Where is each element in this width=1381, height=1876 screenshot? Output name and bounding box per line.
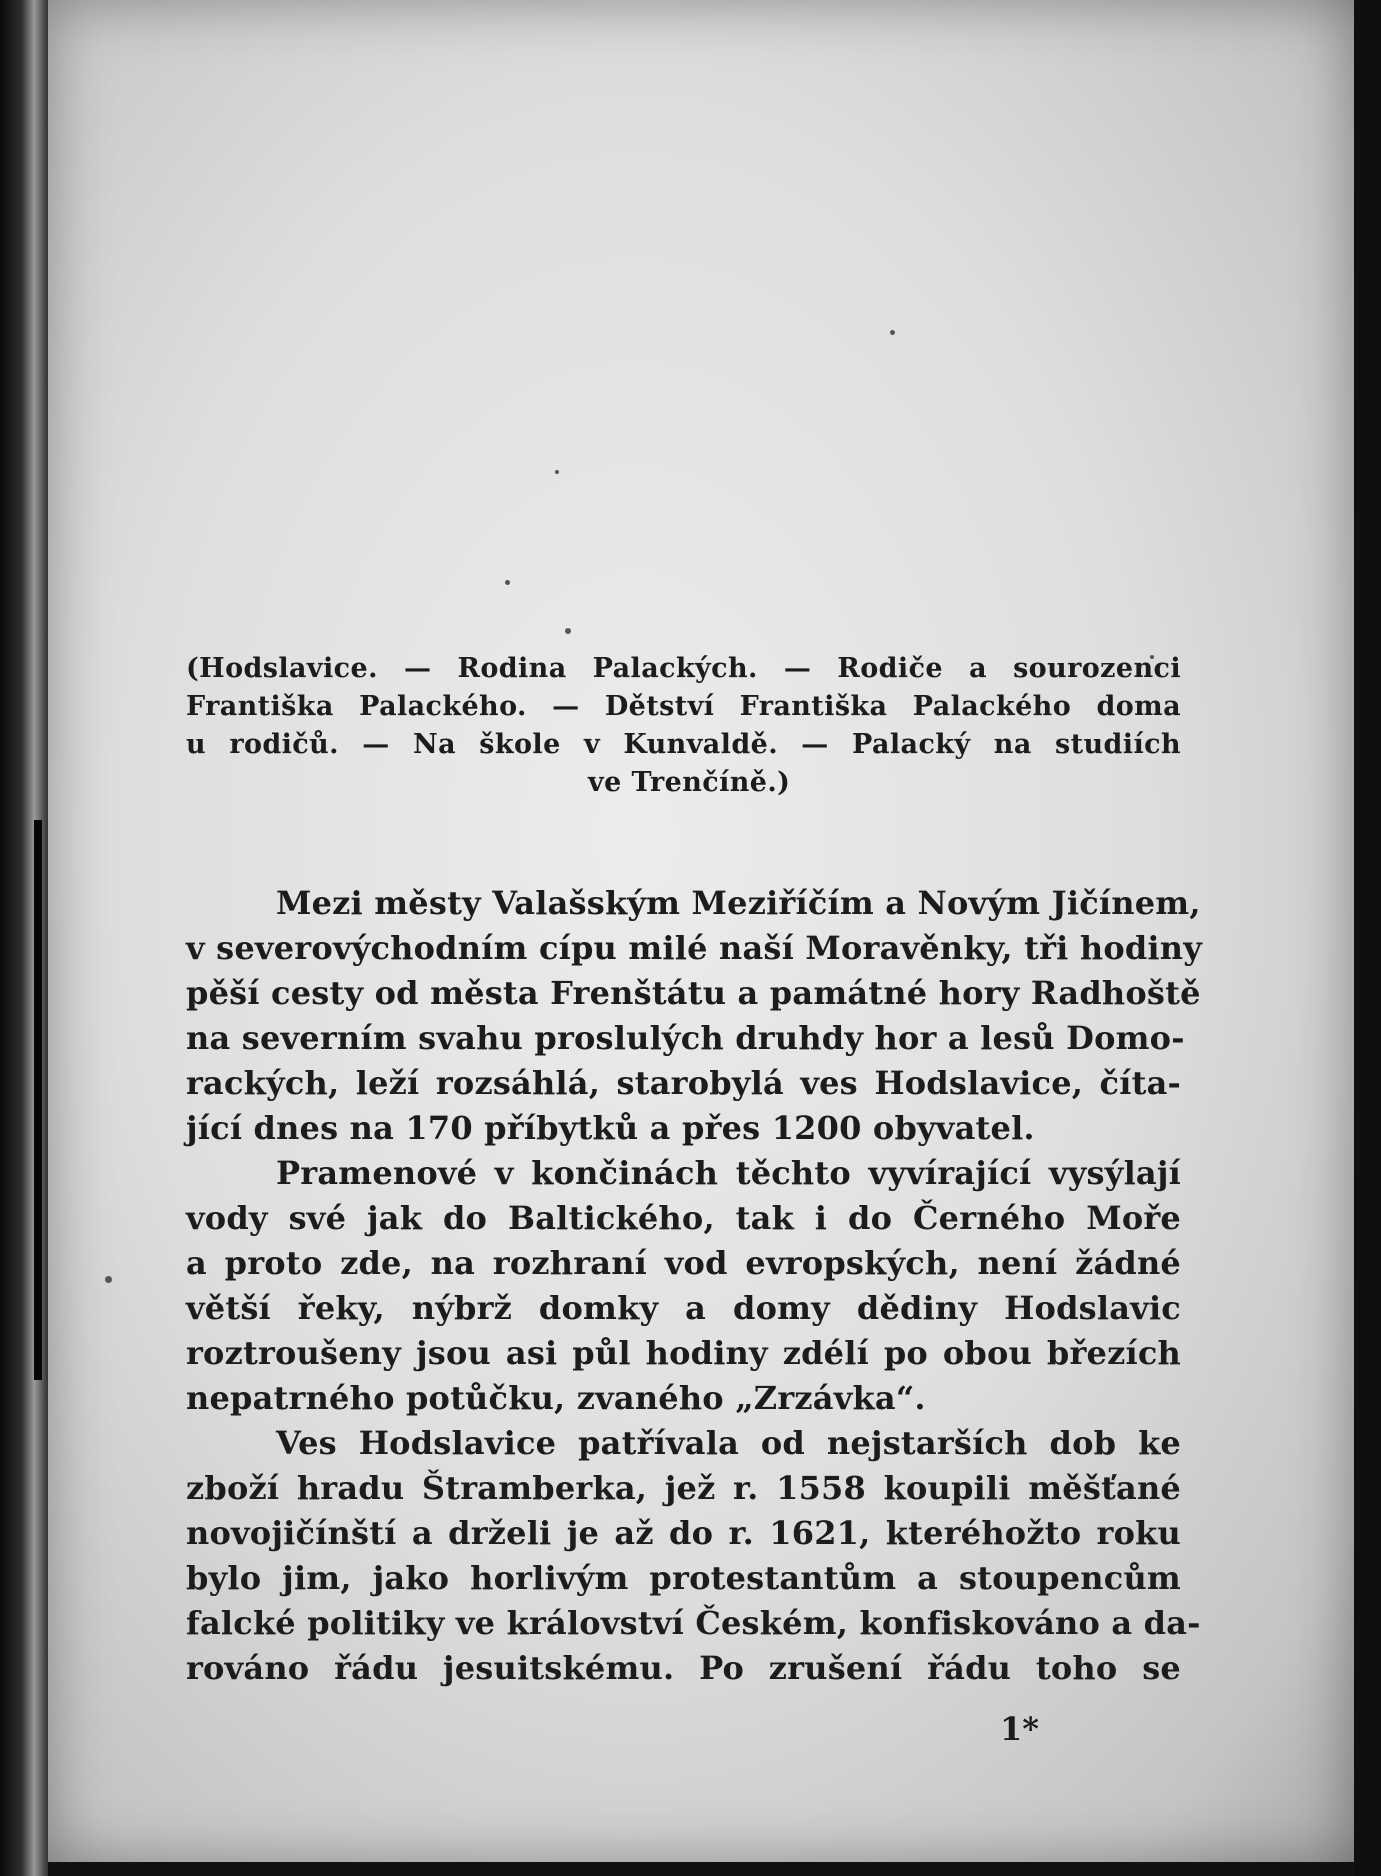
summary-line: Františka Palackého. — Dětství Františka Palackého doma — [186, 691, 1181, 722]
body-line: Pramenové v končinách těchto vyvírající vysýlají — [276, 1154, 1181, 1192]
book-spine-shadow — [34, 820, 42, 1380]
body-line: novojičínští a drželi je až do r. 1621, kteréhožto roku — [186, 1514, 1181, 1552]
summary-line: (Hodslavice. — Rodina Palackých. — Rodiče a sourozenci — [186, 653, 1181, 684]
body-line: Ves Hodslavice patřívala od nejstarších dob ke — [276, 1424, 1181, 1462]
body-line: bylo jim, jako horlivým protestantům a stoupencům — [186, 1559, 1181, 1597]
body-line: pěší cesty od města Frenštátu a památné hory Radhoště — [186, 974, 1201, 1012]
body-line: v severovýchodním cípu milé naší Moravěnky, tři hodiny — [186, 929, 1203, 967]
body-line: větší řeky, nýbrž domky a domy dědiny Hodslavic — [186, 1289, 1181, 1327]
body-line: vody své jak do Baltického, tak i do Černého Moře — [186, 1199, 1181, 1237]
dust-speck — [105, 1276, 112, 1283]
dust-speck — [555, 470, 559, 474]
summary-line: u rodičů. — Na škole v Kunvaldě. — Palacký na studiích — [186, 729, 1181, 760]
signature-mark: 1* — [1000, 1710, 1039, 1748]
body-line: Mezi městy Valašským Meziříčím a Novým Jičínem, — [276, 884, 1201, 922]
dust-speck — [565, 628, 571, 634]
body-line: jící dnes na 170 příbytků a přes 1200 obyvatel. — [186, 1109, 1035, 1147]
page-right-edge — [1354, 0, 1381, 1876]
page-bottom-edge — [48, 1862, 1354, 1876]
body-line: a proto zde, na rozhraní vod evropských, není žádné — [186, 1244, 1181, 1282]
dust-speck — [890, 330, 895, 335]
body-line: rováno řádu jesuitskému. Po zrušení řádu toho se — [186, 1649, 1181, 1687]
body-line: na severním svahu proslulých druhdy hor a lesů Domo- — [186, 1019, 1185, 1057]
body-line: roztroušeny jsou asi půl hodiny zdélí po obou březích — [186, 1334, 1181, 1372]
dust-speck — [505, 580, 510, 585]
body-line: nepatrného potůčku, zvaného „Zrzávka“. — [186, 1379, 926, 1417]
summary-line: ve Trenčíně.) — [588, 767, 791, 798]
body-line: rackých, leží rozsáhlá, starobylá ves Hodslavice, číta- — [186, 1064, 1181, 1102]
body-line: falcké politiky ve království Českém, konfiskováno a da- — [186, 1604, 1201, 1642]
body-line: zboží hradu Štramberka, jež r. 1558 koupili měšťané — [186, 1469, 1181, 1507]
